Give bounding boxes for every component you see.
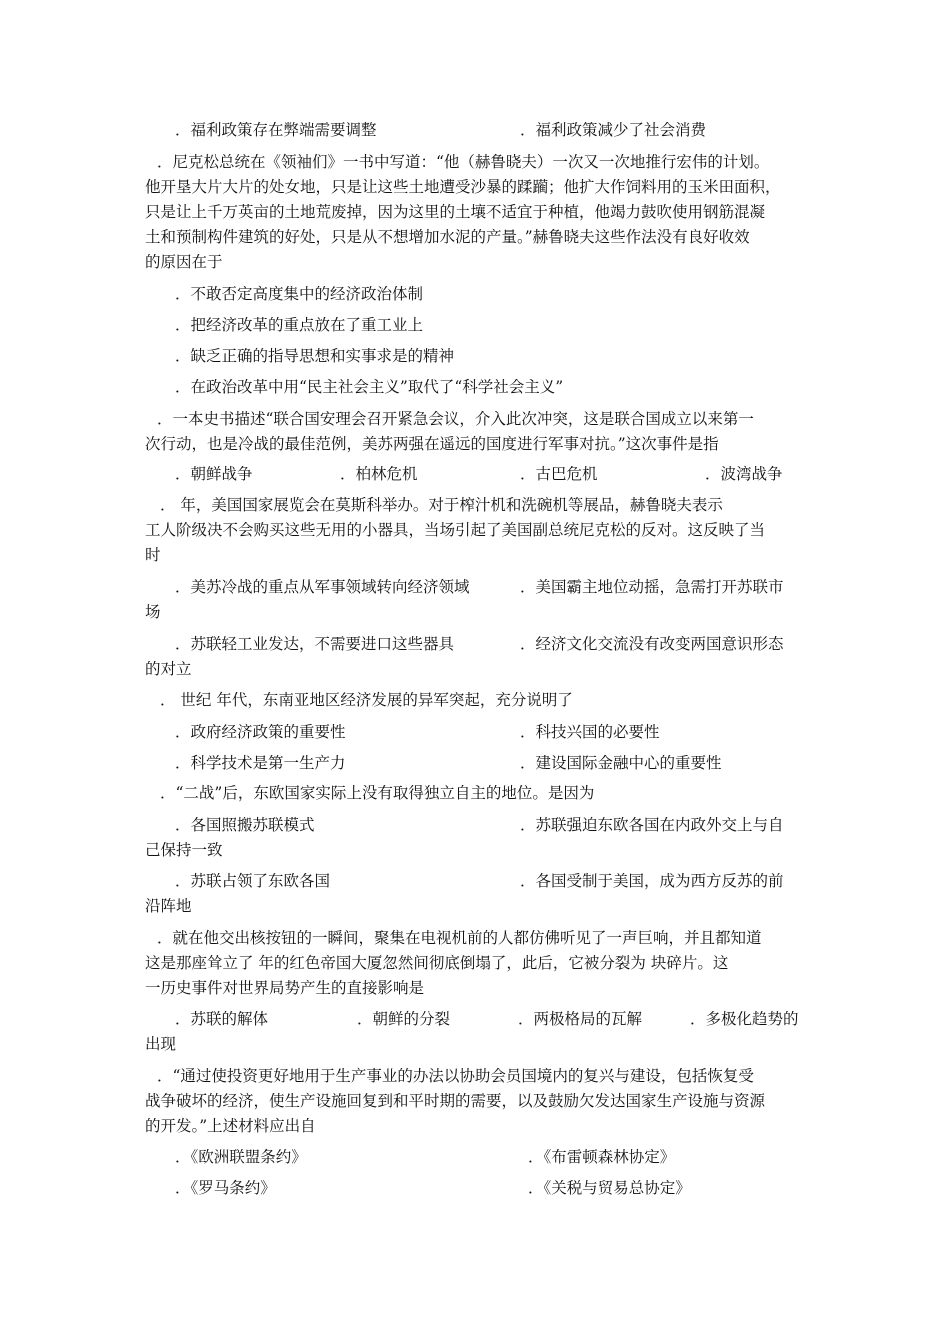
- question-collapse-option-b: ．朝鲜的分裂: [357, 1010, 451, 1028]
- question-un-line-2: 次行动，也是冷战的最佳范例，美苏两强在遥远的国度进行军事对抗。”这次事件是指: [145, 435, 719, 453]
- prev-option-d: ．福利政策减少了社会消费: [520, 121, 707, 139]
- question-expo-line-1: ． 年，美国国家展览会在莫斯科举办。对于榨汁机和洗碗机等展品，赫鲁晓夫表示: [160, 496, 723, 514]
- question-bank-line-2: 战争破坏的经济，使生产设施回复到和平时期的需要，以及鼓励欠发达国家生产设施与资源: [145, 1092, 766, 1110]
- question-collapse-option-c: ．两极格局的瓦解: [518, 1010, 643, 1028]
- question-nixon-option-b: ．把经济改革的重点放在了重工业上: [175, 316, 424, 334]
- question-expo-line-2: 工人阶级决不会购买这些无用的小器具，当场引起了美国副总统尼克松的反对。这反映了当: [145, 521, 766, 539]
- question-collapse-line-3: 一历史事件对世界局势产生的直接影响是: [145, 979, 425, 997]
- question-bank-option-b: ．《布雷顿森林协定》: [528, 1148, 676, 1166]
- question-expo-option-c: ．苏联轻工业发达，不需要进口这些器具: [175, 635, 455, 653]
- question-nixon-option-a: ．不敢否定高度集中的经济政治体制: [175, 285, 424, 303]
- question-expo-option-b-cont: 场: [145, 603, 161, 621]
- question-un-option-d: ．波湾战争: [705, 465, 783, 483]
- question-asia-option-b: ．科技兴国的必要性: [520, 723, 660, 741]
- question-bank-option-a: ．《欧洲联盟条约》: [175, 1148, 307, 1166]
- question-nixon-line-5: 的原因在于: [145, 253, 223, 271]
- question-nixon-line-4: 土和预制构件建筑的好处，只是从不想增加水泥的产量。”赫鲁晓夫这些作法没有良好收效: [145, 228, 750, 246]
- question-asia-option-d: ．建设国际金融中心的重要性: [520, 754, 722, 772]
- question-nixon-option-d: ．在政治改革中用“民主社会主义”取代了“科学社会主义”: [175, 378, 564, 396]
- question-collapse-line-2: 这是那座耸立了 年的红色帝国大厦忽然间彻底倒塌了，此后，它被分裂为 块碎片。这: [145, 954, 729, 972]
- question-bank-option-d: ．《关税与贸易总协定》: [528, 1179, 691, 1197]
- question-un-option-a: ．朝鲜战争: [175, 465, 253, 483]
- question-expo-line-3: 时: [145, 546, 161, 564]
- question-expo-option-a: ．美苏冷战的重点从军事领域转向经济领域: [175, 578, 470, 596]
- question-expo-option-d: ．经济文化交流没有改变两国意识形态: [520, 635, 784, 653]
- question-bank-option-c: ．《罗马条约》: [175, 1179, 276, 1197]
- question-nixon-option-c: ．缺乏正确的指导思想和实事求是的精神: [175, 347, 455, 365]
- question-bank-line-3: 的开发。”上述材料应出自: [145, 1117, 316, 1135]
- question-un-option-c: ．古巴危机: [520, 465, 598, 483]
- question-east-europe-option-d-cont: 沿阵地: [145, 897, 192, 915]
- question-nixon-line-1: ．尼克松总统在《领袖们》一书中写道：“他（赫鲁晓夫）一次又一次地推行宏伟的计划。: [157, 153, 770, 171]
- question-asia-option-a: ．政府经济政策的重要性: [175, 723, 346, 741]
- question-bank-line-1: ．“通过使投资更好地用于生产事业的办法以协助会员国境内的复兴与建设，包括恢复受: [157, 1067, 754, 1085]
- question-collapse-option-a: ．苏联的解体: [175, 1010, 269, 1028]
- question-collapse-option-d-cont: 出现: [145, 1035, 177, 1053]
- question-east-europe-option-c: ．苏联占领了东欧各国: [175, 872, 331, 890]
- question-expo-option-b: ．美国霸主地位动摇，急需打开苏联市: [520, 578, 784, 596]
- question-asia-option-c: ．科学技术是第一生产力: [175, 754, 346, 772]
- question-un-option-b: ．柏林危机: [340, 465, 418, 483]
- question-east-europe-option-b-cont: 己保持一致: [145, 841, 223, 859]
- question-east-europe-option-a: ．各国照搬苏联模式: [175, 816, 315, 834]
- question-collapse-option-d: ．多极化趋势的: [690, 1010, 799, 1028]
- question-asia-line-1: ． 世纪 年代，东南亚地区经济发展的异军突起，充分说明了: [160, 691, 573, 709]
- prev-option-c: ．福利政策存在弊端需要调整: [175, 121, 377, 139]
- question-un-line-1: ．一本史书描述“联合国安理会召开紧急会议，介入此次冲突，这是联合国成立以来第一: [157, 410, 754, 428]
- question-collapse-line-1: ．就在他交出核按钮的一瞬间，聚集在电视机前的人都仿佛听见了一声巨响，并且都知道: [157, 929, 762, 947]
- question-east-europe-line-1: ．“二战”后，东欧国家实际上没有取得独立自主的地位。是因为: [160, 784, 595, 802]
- question-east-europe-option-b: ．苏联强迫东欧各国在内政外交上与自: [520, 816, 784, 834]
- question-nixon-line-2: 他开垦大片大片的处女地，只是让这些土地遭受沙暴的蹂躏；他扩大作饲料用的玉米田面积，: [145, 178, 781, 196]
- question-nixon-line-3: 只是让上千万英亩的土地荒废掉，因为这里的土壤不适宜于种植，他竭力鼓吹使用钢筋混凝: [145, 203, 766, 221]
- question-expo-option-d-cont: 的对立: [145, 660, 192, 678]
- question-east-europe-option-d: ．各国受制于美国，成为西方反苏的前: [520, 872, 784, 890]
